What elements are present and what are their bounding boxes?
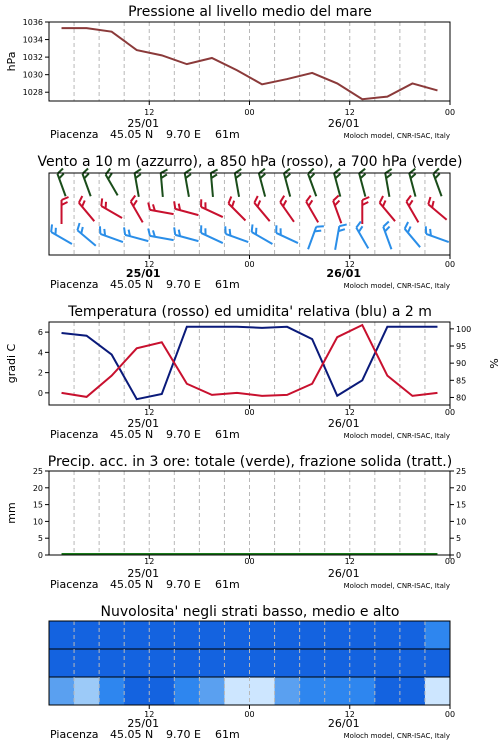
y-tick-label: 1030 bbox=[22, 70, 43, 80]
barb-shaft bbox=[100, 234, 123, 242]
cloud-cell-basso bbox=[425, 677, 451, 705]
station-lon: 9.70 E bbox=[166, 428, 201, 441]
y-tick-label: 1036 bbox=[22, 18, 43, 27]
x-tick-label: 00 bbox=[444, 557, 456, 566]
cloud-cell-medio bbox=[174, 649, 200, 677]
barb-flag bbox=[62, 197, 69, 200]
date-label: 25/01 bbox=[127, 717, 160, 730]
wind-barb-2 bbox=[403, 222, 426, 247]
y-right-tick-label: 10 bbox=[456, 517, 467, 527]
cloud-cell-basso bbox=[250, 677, 276, 705]
cloud-cell-alto bbox=[74, 621, 100, 649]
barb-flag bbox=[332, 196, 340, 201]
barb-flag bbox=[172, 227, 177, 235]
barb-shaft bbox=[131, 202, 143, 223]
x-tick-label: 12 bbox=[344, 408, 355, 417]
x-tick-label: 12 bbox=[344, 710, 355, 719]
wind-barb-2 bbox=[382, 222, 398, 250]
y-tick-label: 4 bbox=[37, 348, 43, 358]
wind-barb-2 bbox=[198, 225, 225, 243]
x-tick-label: 12 bbox=[144, 557, 155, 566]
model-credit: Moloch model, CNR-ISAC, Italy bbox=[343, 732, 450, 740]
x-tick-label: 00 bbox=[244, 260, 255, 269]
y-tick-label: 20 bbox=[32, 483, 43, 493]
date-label: 26/01 bbox=[327, 117, 360, 130]
cloud-cell-medio bbox=[149, 649, 175, 677]
station-lat: 45.05 N bbox=[110, 428, 154, 441]
chart-title: Temperatura (rosso) ed umidita' relativa (blu) a 2 m bbox=[68, 304, 432, 320]
y-right-tick-label: 80 bbox=[456, 393, 467, 403]
barb-flag bbox=[426, 197, 433, 204]
cloud-cell-alto bbox=[350, 621, 376, 649]
model-credit: Moloch model, CNR-ISAC, Italy bbox=[343, 282, 450, 290]
y-right-tick-label: 20 bbox=[456, 483, 467, 493]
model-credit: Moloch model, CNR-ISAC, Italy bbox=[343, 132, 450, 140]
cloud-cell-basso bbox=[224, 677, 250, 705]
y-right-tick-label: 5 bbox=[456, 534, 462, 544]
cloud-cell-alto bbox=[149, 621, 175, 649]
y-right-tick-label: 0 bbox=[456, 551, 462, 560]
cloud-cell-alto bbox=[400, 621, 426, 649]
cloud-cell-medio bbox=[74, 649, 100, 677]
wind-barb-2 bbox=[249, 224, 276, 244]
cloud-cell-basso bbox=[199, 677, 225, 705]
x-tick-label: 00 bbox=[444, 108, 456, 117]
wind-barb-1 bbox=[378, 196, 401, 221]
x-tick-label: 12 bbox=[144, 108, 155, 117]
station-name: Piacenza bbox=[50, 128, 99, 141]
chart-title: Vento a 10 m (azzurro), a 850 hPa (rosso), a 700 hPa (verde) bbox=[37, 154, 463, 170]
wind-barb-1 bbox=[332, 196, 348, 224]
barb-shaft bbox=[150, 236, 174, 240]
grid-lines-2 bbox=[74, 322, 425, 405]
date-label: 25/01 bbox=[127, 567, 160, 580]
station-elevation: 61m bbox=[215, 428, 240, 441]
wind-barb-2 bbox=[335, 223, 347, 251]
cloud-cell-medio bbox=[49, 649, 75, 677]
station-name: Piacenza bbox=[50, 278, 99, 291]
station-lat: 45.05 N bbox=[110, 128, 154, 141]
cloud-cell-medio bbox=[275, 649, 301, 677]
wind-barb-2 bbox=[122, 227, 150, 241]
station-lon: 9.70 E bbox=[166, 128, 201, 141]
date-label: 26/01 bbox=[326, 267, 362, 280]
cloud-cell-basso bbox=[275, 677, 301, 705]
barb-shaft bbox=[308, 227, 316, 250]
date-label: 25/01 bbox=[127, 117, 160, 130]
barb-flag bbox=[172, 201, 177, 209]
cloud-cell-alto bbox=[99, 621, 125, 649]
y-tick-label: 25 bbox=[32, 467, 43, 476]
wind-barb-2 bbox=[147, 229, 175, 241]
y-tick-label: 2 bbox=[37, 368, 43, 378]
cloud-cell-medio bbox=[250, 649, 276, 677]
cloud-cell-alto bbox=[375, 621, 401, 649]
y-tick-label: 10 bbox=[32, 517, 43, 527]
cloud-cell-alto bbox=[325, 621, 351, 649]
wind-barb-1 bbox=[129, 196, 149, 223]
barb-shaft bbox=[280, 202, 294, 222]
cloud-cell-alto bbox=[275, 621, 301, 649]
wind-barb-2 bbox=[75, 223, 100, 246]
wind-barb-1 bbox=[77, 196, 100, 221]
barb-shaft bbox=[226, 234, 249, 242]
x-tick-label: 00 bbox=[244, 557, 255, 566]
station-lon: 9.70 E bbox=[166, 278, 201, 291]
cloud-cell-basso bbox=[124, 677, 150, 705]
barb-flag bbox=[316, 224, 324, 229]
cloud-cell-medio bbox=[350, 649, 376, 677]
wind-barb-2 bbox=[172, 227, 200, 241]
x-tick-label: 00 bbox=[444, 710, 456, 719]
date-label: 25/01 bbox=[127, 417, 160, 430]
x-tick-label: 12 bbox=[144, 408, 155, 417]
barb-shaft bbox=[356, 228, 368, 249]
barb-shaft bbox=[106, 175, 118, 196]
chart-title: Pressione al livello medio del mare bbox=[128, 4, 372, 20]
wind-barb-1 bbox=[172, 201, 200, 215]
y-right-tick-label: 85 bbox=[456, 376, 467, 386]
y-tick-label: 0 bbox=[37, 551, 43, 560]
wind-barb-1 bbox=[147, 203, 175, 215]
barb-shaft bbox=[175, 235, 198, 241]
y-tick-label: 1032 bbox=[22, 53, 43, 63]
cloud-cell-alto bbox=[300, 621, 326, 649]
chart-title: Precip. acc. in 3 ore: totale (verde), frazione solida (tratt.) bbox=[47, 454, 453, 470]
cloud-cell-basso bbox=[149, 677, 175, 705]
y-tick-label: 5 bbox=[37, 534, 43, 544]
cloud-cell-basso bbox=[99, 677, 125, 705]
wind-barb-1 bbox=[252, 196, 275, 221]
barb-shaft bbox=[201, 233, 223, 243]
wind-barb-2 bbox=[223, 226, 251, 242]
barb-shaft bbox=[335, 226, 339, 250]
barb-flag bbox=[122, 227, 127, 235]
station-lat: 45.05 N bbox=[110, 728, 154, 741]
x-tick-label: 00 bbox=[244, 710, 255, 719]
barb-shaft bbox=[101, 206, 122, 218]
y-right-tick-label: 25 bbox=[456, 467, 467, 476]
barb-shaft bbox=[428, 204, 446, 219]
date-label: 25/01 bbox=[125, 267, 161, 280]
barb-shaft bbox=[276, 233, 298, 243]
barb-flag bbox=[382, 222, 390, 227]
y-right-tick-label: 15 bbox=[456, 500, 467, 510]
y-right-tick-label: 100 bbox=[456, 324, 472, 334]
y-axis-label: mm bbox=[5, 502, 18, 524]
cloud-cell-medio bbox=[400, 649, 426, 677]
cloud-cell-alto bbox=[425, 621, 451, 649]
wind-barb-2 bbox=[355, 222, 375, 249]
y-tick-label: 15 bbox=[32, 500, 43, 510]
station-lon: 9.70 E bbox=[166, 578, 201, 591]
wind-barb-1 bbox=[426, 197, 451, 220]
barb-flag bbox=[226, 196, 233, 203]
y-axis-label: hPa bbox=[5, 51, 18, 72]
barb-shaft bbox=[77, 230, 95, 245]
x-tick-label: 12 bbox=[344, 557, 355, 566]
wind-barb-1 bbox=[278, 196, 299, 222]
x-tick-label: 00 bbox=[444, 408, 456, 417]
cloud-cell-medio bbox=[224, 649, 250, 677]
cloud-cell-basso bbox=[325, 677, 351, 705]
barb-shaft bbox=[150, 210, 174, 214]
station-lon: 9.70 E bbox=[166, 728, 201, 741]
cloud-cell-medio bbox=[124, 649, 150, 677]
x-tick-label: 00 bbox=[244, 108, 255, 117]
cloud-cell-basso bbox=[350, 677, 376, 705]
cloud-cell-alto bbox=[224, 621, 250, 649]
station-elevation: 61m bbox=[215, 128, 240, 141]
barb-shaft bbox=[254, 203, 269, 221]
station-elevation: 61m bbox=[215, 278, 240, 291]
station-elevation: 61m bbox=[215, 578, 240, 591]
station-name: Piacenza bbox=[50, 578, 99, 591]
cloud-cell-medio bbox=[300, 649, 326, 677]
cloud-cell-alto bbox=[174, 621, 200, 649]
barb-flag bbox=[339, 223, 346, 227]
cloud-cell-medio bbox=[99, 649, 125, 677]
y-right-tick-label: 90 bbox=[456, 359, 467, 369]
barb-flag bbox=[75, 223, 82, 230]
y-tick-label: 1028 bbox=[22, 88, 43, 98]
barb-shaft bbox=[406, 202, 418, 223]
x-tick-label: 12 bbox=[144, 260, 155, 269]
y-axis-label: gradi C bbox=[5, 343, 18, 384]
barb-shaft bbox=[380, 203, 395, 221]
cloud-cell-basso bbox=[300, 677, 326, 705]
wind-barb-1 bbox=[305, 196, 325, 223]
cloud-cell-medio bbox=[325, 649, 351, 677]
station-name: Piacenza bbox=[50, 428, 99, 441]
x-tick-label: 12 bbox=[144, 710, 155, 719]
cloud-cell-alto bbox=[124, 621, 150, 649]
cloud-cell-medio bbox=[199, 649, 225, 677]
barb-shaft bbox=[426, 234, 449, 242]
barb-shaft bbox=[252, 232, 273, 244]
cloud-cell-alto bbox=[49, 621, 75, 649]
cloud-cell-basso bbox=[74, 677, 100, 705]
date-label: 26/01 bbox=[327, 717, 360, 730]
barb-shaft bbox=[228, 204, 245, 221]
barb-flag bbox=[423, 226, 428, 234]
barb-shaft bbox=[79, 203, 94, 221]
date-label: 26/01 bbox=[327, 417, 360, 430]
station-elevation: 61m bbox=[215, 728, 240, 741]
cloud-cell-basso bbox=[375, 677, 401, 705]
model-credit: Moloch model, CNR-ISAC, Italy bbox=[343, 582, 450, 590]
y-tick-label: 6 bbox=[37, 328, 43, 338]
wind-barb-2 bbox=[423, 226, 451, 242]
plot-frame-0 bbox=[49, 22, 450, 101]
model-credit: Moloch model, CNR-ISAC, Italy bbox=[343, 432, 450, 440]
cloud-cell-basso bbox=[400, 677, 426, 705]
wind-barb-2 bbox=[49, 224, 76, 244]
wind-barb-1 bbox=[362, 197, 369, 224]
wind-barb-0 bbox=[211, 169, 220, 197]
x-tick-label: 12 bbox=[344, 108, 355, 117]
barb-shaft bbox=[306, 202, 318, 223]
cloud-cell-alto bbox=[199, 621, 225, 649]
wind-barb-1 bbox=[226, 196, 250, 220]
barb-flag bbox=[147, 229, 151, 236]
wind-barb-1 bbox=[198, 199, 225, 217]
station-name: Piacenza bbox=[50, 728, 99, 741]
barb-shaft bbox=[201, 207, 223, 217]
barb-flag bbox=[223, 226, 228, 234]
grid-lines-0 bbox=[74, 22, 425, 101]
wind-barb-2 bbox=[273, 225, 300, 243]
y-right-axis-label: % bbox=[487, 358, 500, 369]
wind-barb-2 bbox=[98, 226, 126, 242]
cloud-cell-medio bbox=[425, 649, 451, 677]
cloud-cell-basso bbox=[49, 677, 75, 705]
date-label: 26/01 bbox=[327, 567, 360, 580]
grid-lines-3 bbox=[74, 471, 425, 555]
chart-title: Nuvolosita' negli strati basso, medio e alto bbox=[100, 604, 400, 620]
barb-shaft bbox=[405, 229, 420, 247]
y-right-tick-label: 95 bbox=[456, 342, 467, 352]
wind-barb-1 bbox=[62, 197, 69, 224]
x-tick-label: 00 bbox=[244, 408, 255, 417]
barb-flag bbox=[362, 197, 369, 200]
barb-flag bbox=[98, 226, 103, 234]
cloud-cell-basso bbox=[174, 677, 200, 705]
y-tick-label: 1034 bbox=[22, 35, 43, 45]
y-tick-label: 0 bbox=[37, 388, 43, 398]
wind-barb-2 bbox=[308, 224, 324, 252]
barb-flag bbox=[147, 203, 151, 210]
cloud-cell-alto bbox=[250, 621, 276, 649]
barb-shaft bbox=[125, 235, 148, 241]
station-lat: 45.05 N bbox=[110, 578, 154, 591]
cloud-cell-medio bbox=[375, 649, 401, 677]
x-tick-label: 12 bbox=[344, 260, 355, 269]
station-lat: 45.05 N bbox=[110, 278, 154, 291]
grid-lines-1 bbox=[74, 173, 425, 255]
wind-barb-1 bbox=[405, 196, 425, 223]
wind-barb-1 bbox=[99, 198, 126, 218]
wind-barb-0 bbox=[160, 169, 169, 197]
barb-shaft bbox=[51, 232, 72, 244]
x-tick-label: 00 bbox=[444, 260, 456, 269]
barb-shaft bbox=[175, 209, 198, 215]
